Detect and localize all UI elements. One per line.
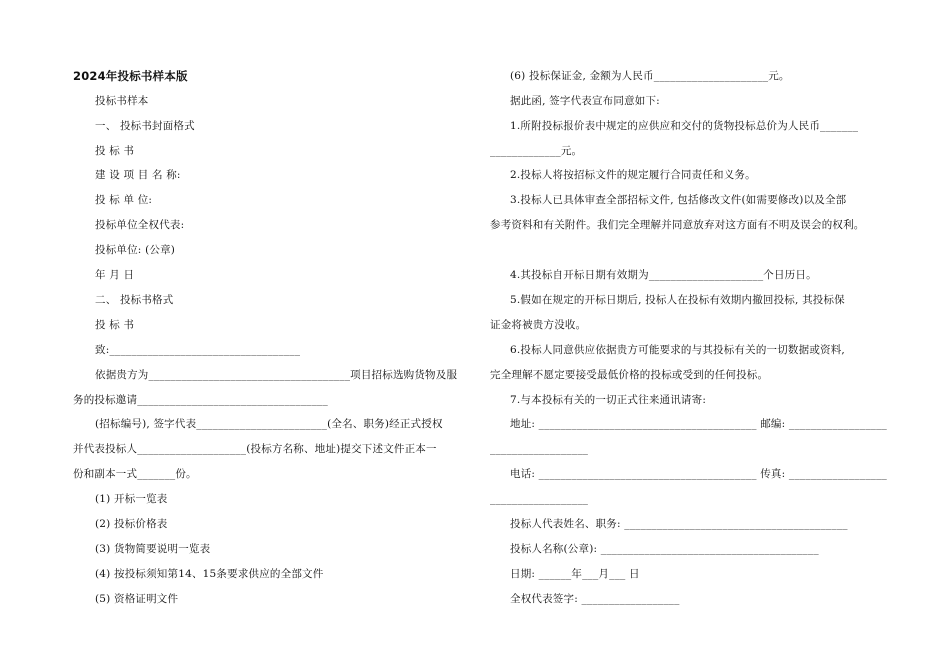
text-line: 5.假如在规定的开标日期后, 投标人在投标有效期内撤回投标, 其投标保 [510,294,845,306]
text-line: 投 标 书 [95,145,135,157]
section-heading: 二、 投标书格式 [95,294,174,306]
text-line: 并代表投标人____________________(投标方名称、地址)提交下述文件正本一 [73,443,437,455]
list-item: (6) 投标保证金, 金额为人民币_____________________元。 [510,70,790,82]
phone-line: 电话: ________________________________________ 传真: __________________ [510,468,887,480]
text-line: 6.投标人同意供应依据贵方可能要求的与其投标有关的一切数据或资料, [510,344,845,356]
section-heading: 一、 投标书封面格式 [95,120,195,132]
text-line: 据此函, 签字代表宣布同意如下: [510,95,660,107]
text-line: 2.投标人将按招标文件的规定履行合同责任和义务。 [510,169,756,181]
text-line: 证金将被贵方没收。 [490,319,587,331]
text-line: 务的投标邀请___________________________________ [73,394,328,406]
list-item: (3) 货物简要说明一览表 [95,543,211,555]
list-item: (2) 投标价格表 [95,518,168,530]
text-line: 投 标 书 [95,319,135,331]
address-line: 地址: ________________________________________ 邮编: __________________ [510,418,887,430]
form-field-label: 投 标 单 位: [95,194,153,206]
text-line: __________________ [490,443,589,455]
date-line: 年 月 日 [95,269,135,281]
list-item: (4) 按投标须知第14、15条要求供应的全部文件 [95,568,324,580]
form-field-label: 投标单位: (公章) [95,244,176,256]
bidder-name-line: 投标人名称(公章): ________________________________________ [510,543,819,555]
text-line: 投标书样本 [95,95,149,107]
text-line: __________________ [490,493,589,505]
document-title: 2024年投标书样本版 [73,69,188,83]
text-line: 份和副本一式_______份。 [73,468,197,480]
text-line: 参考资料和有关附件。我们完全理解并同意放弃对这方面有不明及误会的权利。 [490,219,865,231]
date-line: 日期: ______年___月___ 日 [510,568,640,580]
form-field-label: 投标单位全权代表: [95,219,185,231]
representative-line: 投标人代表姓名、职务: _________________________________________ [510,518,848,530]
text-line: 致:___________________________________ [95,344,301,356]
text-line: 7.与本投标有关的一切正式往来通讯请寄: [510,394,707,406]
text-line: 1.所附投标报价表中规定的应供应和交付的货物投标总价为人民币_______ [510,120,859,132]
form-field-label: 建 设 项 目 名 称: [95,169,181,181]
list-item: (5) 资格证明文件 [95,593,179,605]
list-item: (1) 开标一览表 [95,493,168,505]
text-line: 依据贵方为_____________________________________项目招标选购货物及服 [95,369,458,381]
signature-line: 全权代表签字: __________________ [510,593,680,605]
text-line: 完全理解不愿定要接受最低价格的投标或受到的任何投标。 [490,369,769,381]
text-line: 3.投标人已具体审查全部招标文件, 包括修改文件(如需要修改)以及全部 [510,194,847,206]
text-line: (招标编号), 签字代表________________________(全名、职务)经正式授权 [95,418,443,430]
text-line: 4.其投标自开标日期有效期为_____________________个日历日。 [510,269,817,281]
text-line: _____________元。 [490,145,583,157]
